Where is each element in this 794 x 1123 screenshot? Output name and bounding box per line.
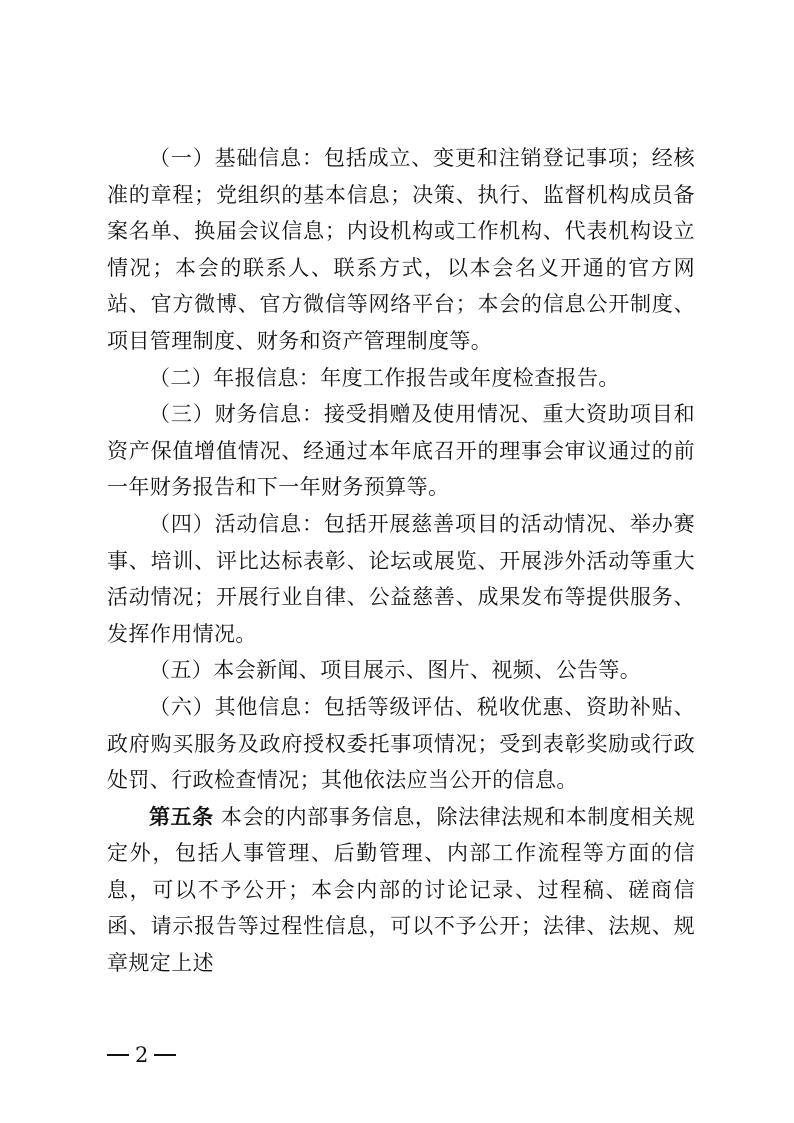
paragraph-annual-report: （二）年报信息：年度工作报告或年度检查报告。 <box>149 365 620 390</box>
paragraph-article-5 <box>107 799 695 982</box>
document-body <box>107 140 695 982</box>
paragraph-financial-info: （三）财务信息：接受捐赠及使用情况、重大资助项目和资产保值增值情况、经通过本年底召开的理事会审议通过的前一年财务报告和下一年财务预算等。 <box>107 402 695 500</box>
paragraph-basic-info: （一）基础信息：包括成立、变更和注销登记事项；经核准的章程；党组织的基本信息；决策、执行、监督机构成员备案名单、换届会议信息；内设机构或工作机构、代表机构设立情况；本会的联系人、联系方式，以本会名义开通的官方网站、官方微博、官方微信等网络平台；本会的信息公开制度、项目管理制度、财务和资产管理制度等。 <box>107 146 695 353</box>
paragraph-other-info: （六）其他信息：包括等级评估、税收优惠、资助补贴、政府购买服务及政府授权委托事项情况；受到表彰奖励或行政处罚、行政检查情况；其他依法应当公开的信息。 <box>107 694 695 793</box>
article-5-label: 第五条 <box>149 803 214 829</box>
footer-dash-left <box>107 1054 129 1056</box>
paragraph-activity-info: （四）活动信息：包括开展慈善项目的活动情况、举办赛事、培训、评比达标表彰、论坛或展览、开展涉外活动等重大活动情况；开展行业自律、公益慈善、成果发布等提供服务、发挥作用情况。 <box>107 511 695 646</box>
paragraph-news: （五）本会新闻、项目展示、图片、视频、公告等。 <box>149 658 642 683</box>
footer-dash-right <box>154 1054 176 1056</box>
page-footer <box>107 1040 176 1070</box>
page-number: 2 <box>135 1043 149 1067</box>
article-5-text: 本会的内部事务信息，除法律法规和本制度相关规定外，包括人事管理、后勤管理、内部工作流程等方面的信息，可以不予公开；本会内部的讨论记录、过程稿、磋商信函、请示报告等过程性信息，可以不予公开；法律、法规、规章规定上述 <box>107 804 695 976</box>
